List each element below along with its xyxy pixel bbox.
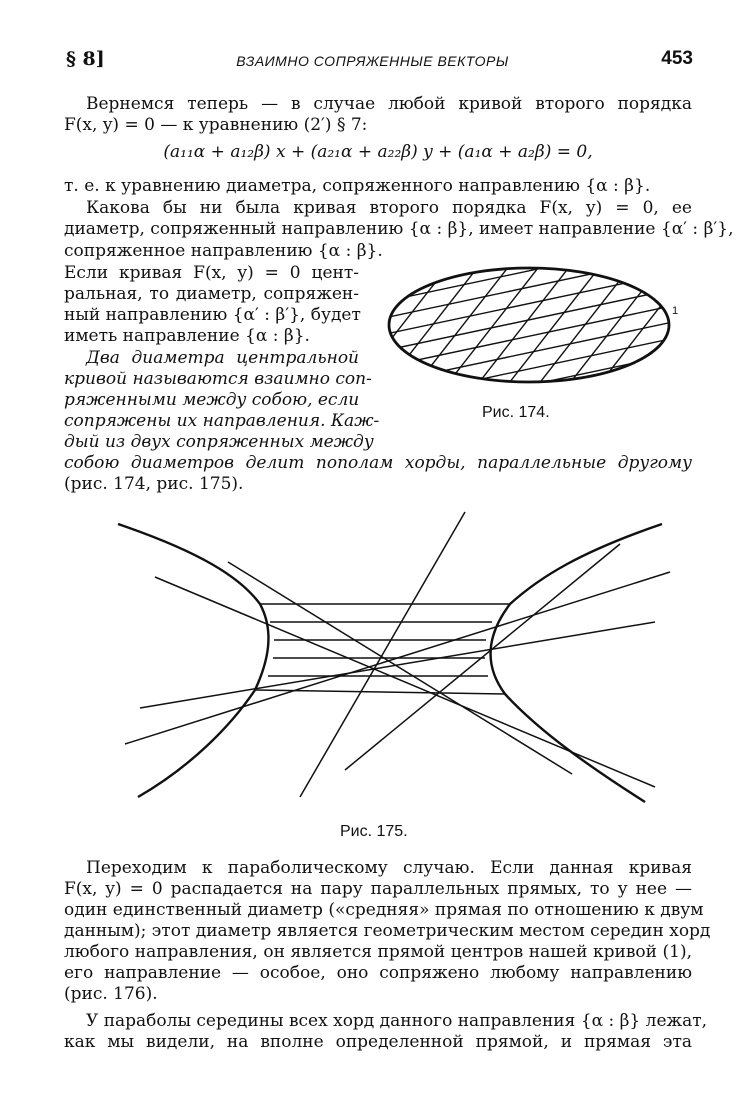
text-line: любого направления, он является прямой центров нашей кривой (1), (64, 942, 692, 962)
section-number: § 8] (66, 48, 105, 70)
text-line: как мы видели, на вполне определенной прямой, и прямая эта (64, 1032, 692, 1052)
text-line: его направление — особое, оно сопряжено любому направлению (64, 963, 692, 983)
text-line: т. е. к уравнению диаметра, сопряженного направлению {α : β}. (64, 176, 651, 196)
text-line: У параболы середины всех хорд данного направления {α : β} лежат, (86, 1011, 708, 1031)
definition-line: сопряжены их направления. Каж- (64, 411, 380, 431)
text-line: Какова бы ни была кривая второго порядка F(x, y) = 0, ее (86, 198, 692, 218)
text-line: данным); этот диаметр является геометрическим местом середин хорд (64, 921, 711, 941)
text-line: Если кривая F(x, y) = 0 цент- (64, 263, 359, 283)
running-title: ВЗАИМНО СОПРЯЖЕННЫЕ ВЕКТОРЫ (236, 53, 509, 69)
text-line: Переходим к параболическому случаю. Если данная кривая (86, 858, 692, 878)
text-line: один единственный диаметр («средняя» прямая по отношению к двум (64, 900, 704, 920)
text-line: F(x, y) = 0 распадается на пару параллельных прямых, то у нее — (64, 879, 692, 899)
text-line: ный направлению {α′ : β′}, будет (64, 305, 361, 325)
text-line: (рис. 176). (64, 984, 158, 1004)
figure-175-hyperbola (110, 512, 670, 812)
text-line: (рис. 174, рис. 175). (64, 474, 244, 494)
text-line: F(x, y) = 0 — к уравнению (2′) § 7: (64, 115, 368, 135)
text-line: диаметр, сопряженный направлению {α : β}, имеет направление {α′ : β′}, (64, 219, 734, 239)
text-line: ральная, то диаметр, сопряжен- (64, 284, 359, 304)
text-line: иметь направление {α : β}. (64, 326, 310, 346)
figure-175-caption: Рис. 175. (340, 823, 408, 840)
page-number: 453 (661, 48, 693, 69)
definition-line: дый из двух сопряженных между (64, 432, 374, 452)
definition-line: кривой называются взаимно соп- (64, 369, 372, 389)
equation: (a₁₁α + a₁₂β) x + (a₂₁α + a₂₂β) y + (a₁α + a₂β) = 0, (163, 142, 593, 162)
text-line: сопряженное направлению {α : β}. (64, 241, 383, 261)
figure-174-label: 1 (672, 305, 679, 317)
figure-174-ellipse (385, 262, 685, 392)
text-line: Вернемся теперь — в случае любой кривой второго порядка (86, 94, 692, 114)
definition-line: собою диаметров делит пополам хорды, параллельные другому (64, 453, 692, 473)
definition-line: Два диаметра центральной (86, 348, 359, 368)
definition-line: ряженными между собою, если (64, 390, 360, 410)
figure-174-caption: Рис. 174. (482, 404, 550, 421)
